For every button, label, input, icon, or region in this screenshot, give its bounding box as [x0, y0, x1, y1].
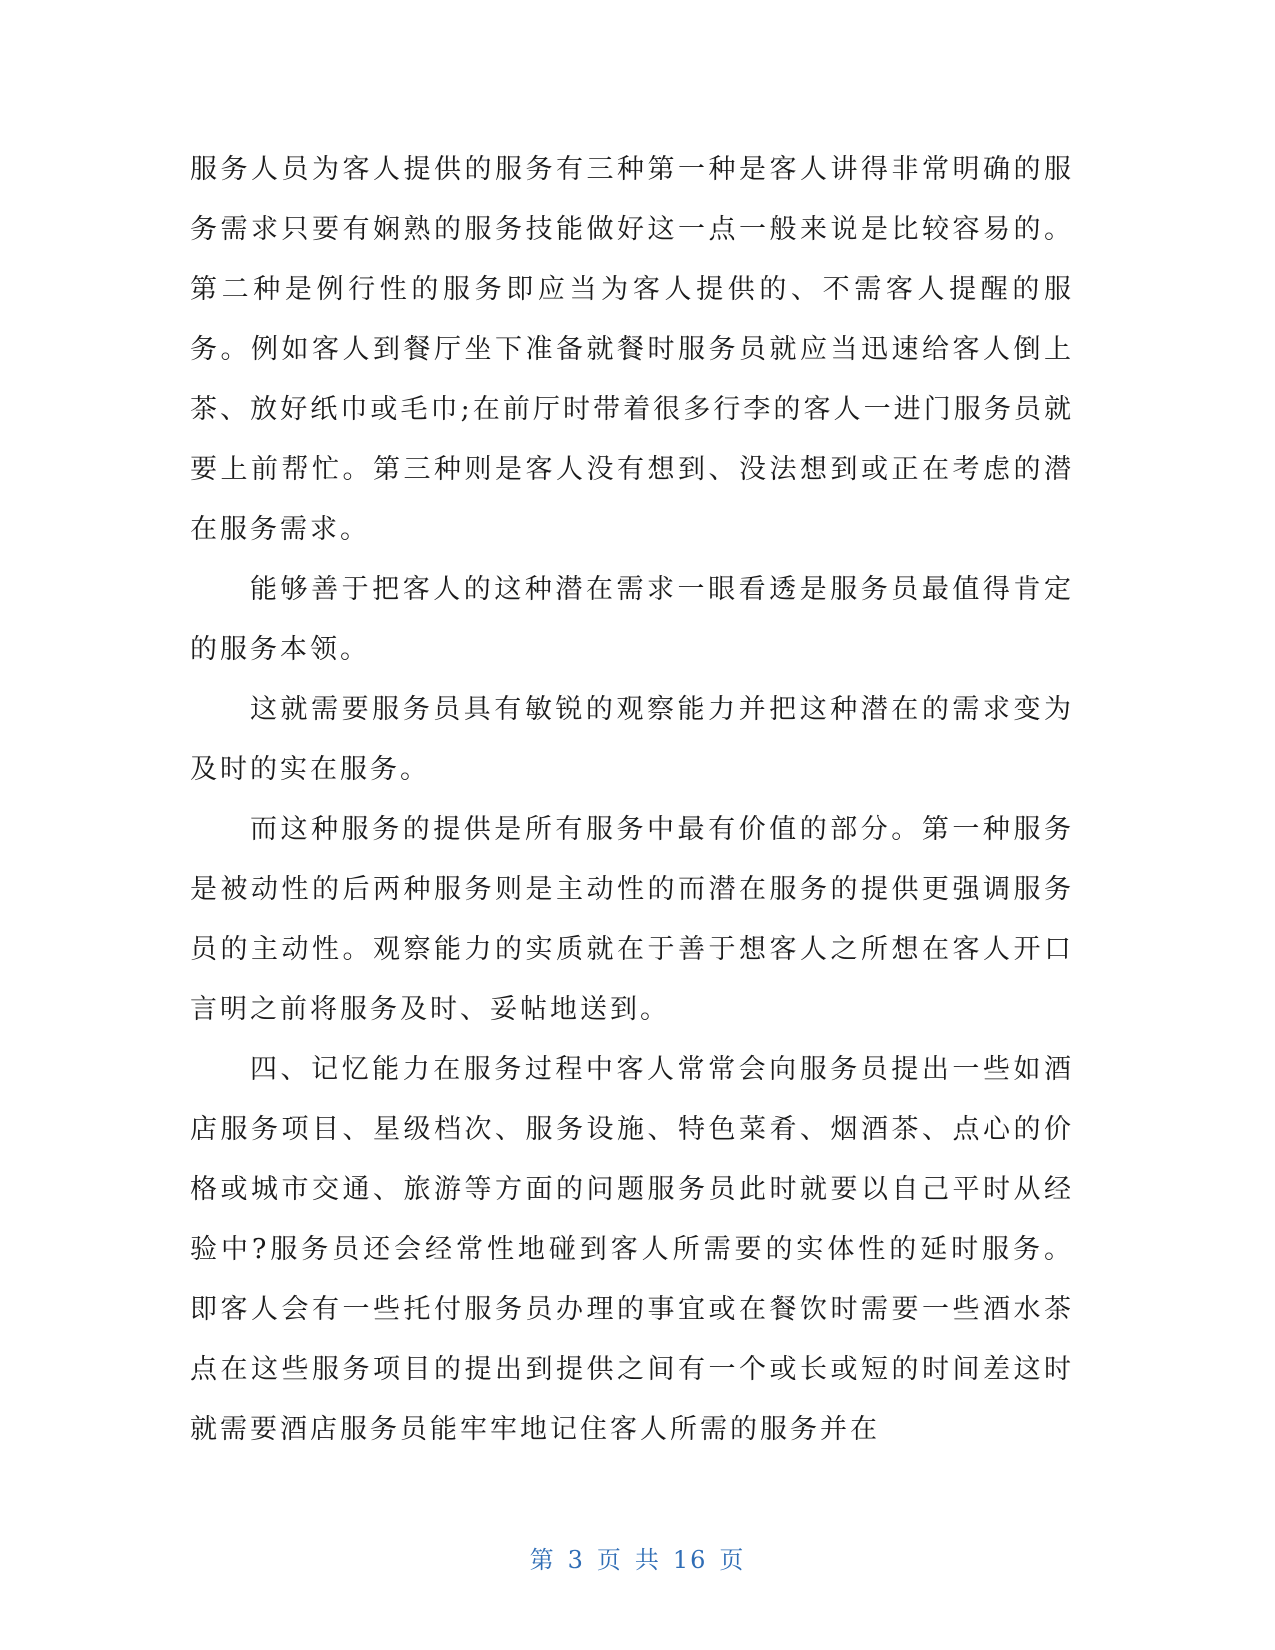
body-text [190, 140, 1074, 1460]
footer-page-word: 页 [596, 1546, 623, 1574]
footer-prefix: 第 [529, 1546, 556, 1574]
paragraph-3: 这就需要服务员具有敏锐的观察能力并把这种潜在的需求变为及时的实在服务。 [190, 694, 1074, 785]
paragraph-2: 能够善于把客人的这种潜在需求一眼看透是服务员最值得肯定的服务本领。 [190, 574, 1074, 665]
footer-total-pages: 16 [672, 1546, 708, 1574]
footer-suffix: 页 [719, 1546, 746, 1574]
footer-total-word: 共 [634, 1546, 661, 1574]
paragraph-1: 服务人员为客人提供的服务有三种第一种是客人讲得非常明确的服务需求只要有娴熟的服务技能做好这一点一般来说是比较容易的。第二种是例行性的服务即应当为客人提供的、不需客人提醒的服务。例如客人到餐厅坐下准备就餐时服务员就应当迅速给客人倒上茶、放好纸巾或毛巾;在前厅时带着很多行李的客人一进门服务员就要上前帮忙。第三种则是客人没有想到、没法想到或正在考虑的潜在服务需求。 [190, 154, 1074, 545]
paragraph-4: 而这种服务的提供是所有服务中最有价值的部分。第一种服务是被动性的后两种服务则是主动性的而潜在服务的提供更强调服务员的主动性。观察能力的实质就在于善于想客人之所想在客人开口言明之前将服务及时、妥帖地送到。 [190, 814, 1074, 1025]
page-footer [0, 1540, 1275, 1575]
footer-current-page: 3 [567, 1546, 585, 1574]
paragraph-5: 四、记忆能力在服务过程中客人常常会向服务员提出一些如酒店服务项目、星级档次、服务设施、特色菜肴、烟酒茶、点心的价格或城市交通、旅游等方面的问题服务员此时就要以自己平时从经验中?服务员还会经常性地碰到客人所需要的实体性的延时服务。即客人会有一些托付服务员办理的事宜或在餐饮时需要一些酒水茶点在这些服务项目的提出到提供之间有一个或长或短的时间差这时就需要酒店服务员能牢牢地记住客人所需的服务并在 [190, 1054, 1074, 1445]
